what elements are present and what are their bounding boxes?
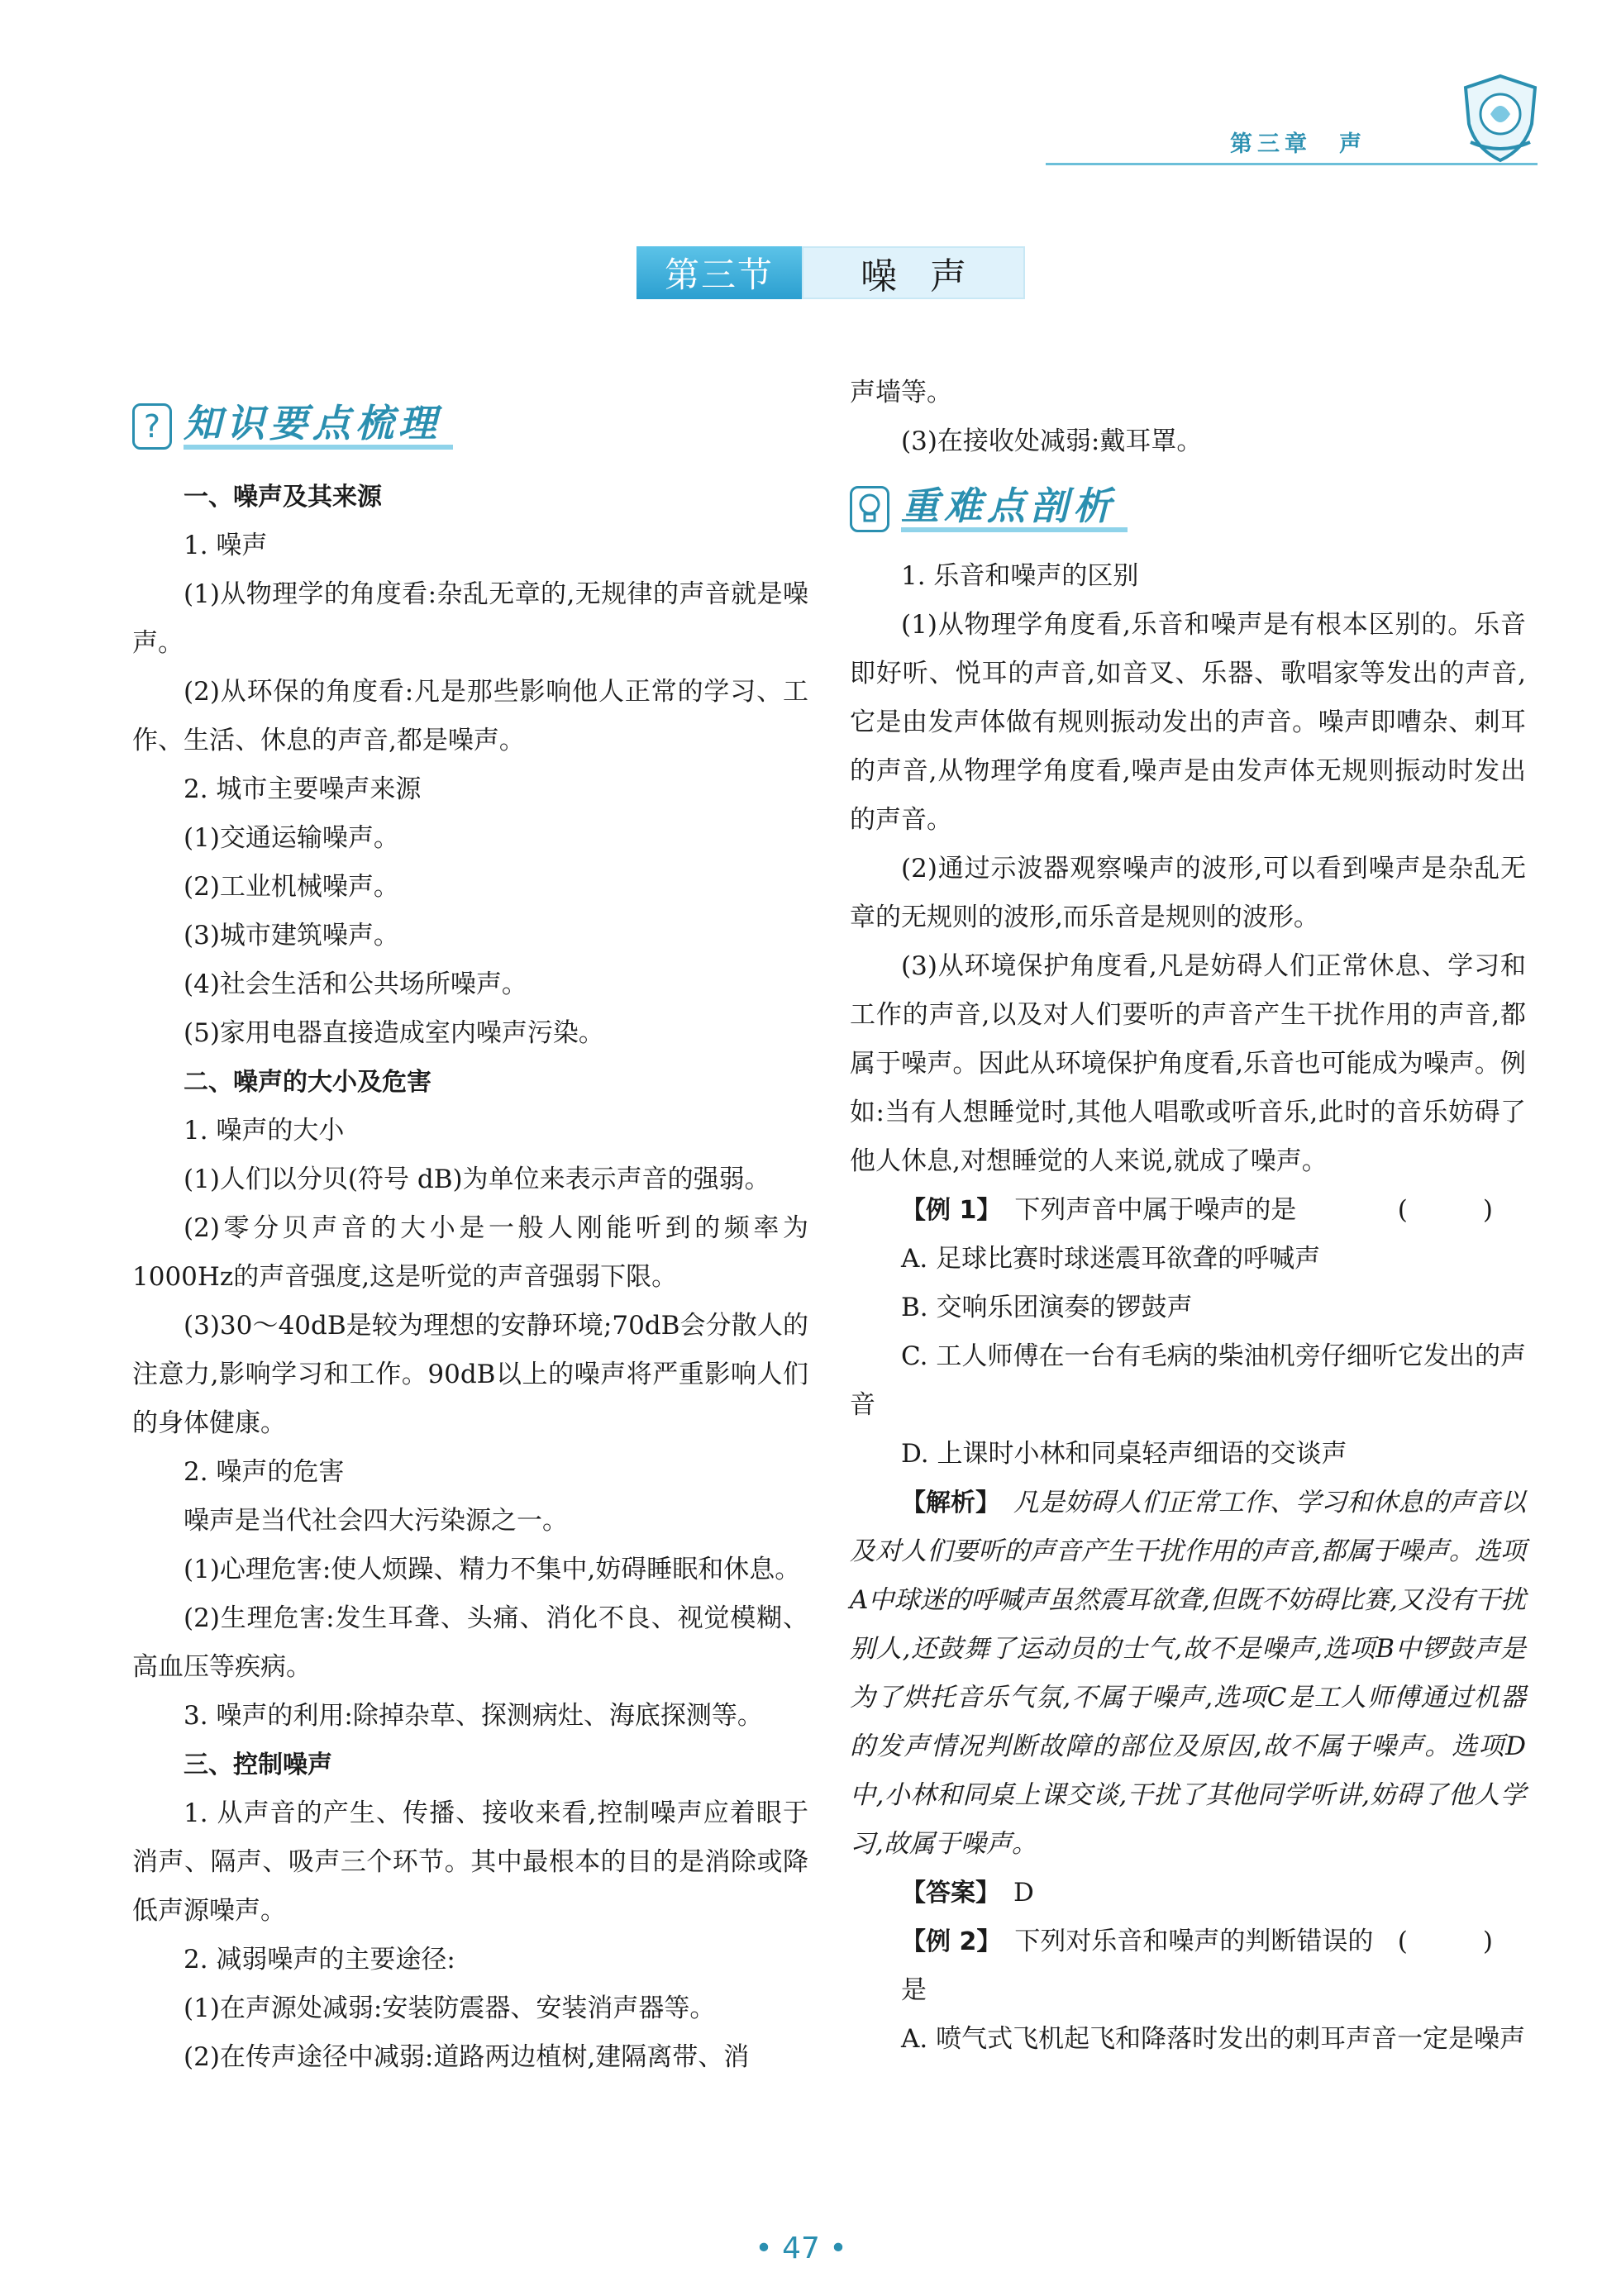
example-1-label: 【例 1】 bbox=[901, 1196, 989, 1225]
chapter-header: 第三章 声 bbox=[1230, 131, 1366, 157]
analysis-content bbox=[850, 552, 1526, 1186]
paragraph: (2)生理危害:发生耳聋、头痛、消化不良、视觉模糊、高血压等疾病。 bbox=[132, 1603, 808, 1682]
paragraph: 1. 噪声 bbox=[184, 531, 268, 560]
section-number: 第三节 bbox=[637, 246, 802, 299]
paragraph: 3. 噪声的利用:除掉杂草、探测病灶、海底探测等。 bbox=[184, 1701, 763, 1731]
paragraph: (2)工业机械噪声。 bbox=[184, 872, 399, 902]
paragraph: (3)在接收处减弱:戴耳罩。 bbox=[901, 426, 1203, 456]
analysis-heading-text: 重难点剖析 bbox=[901, 484, 1128, 532]
paragraph: 1. 乐音和噪声的区别 bbox=[901, 561, 1139, 591]
section-title bbox=[637, 246, 1025, 299]
continued-text bbox=[850, 369, 1526, 466]
example-1-answer bbox=[850, 1869, 1526, 1917]
paragraph: (3)30～40dB是较为理想的安静环境;70dB会分散人的注意力,影响学习和工作。90dB以上的噪声将严重影响人们的身体健康。 bbox=[132, 1311, 808, 1438]
paragraph: (2)零分贝声音的大小是一般人刚能听到的频率为1000Hz的声音强度,这是听觉的声音强弱下限。 bbox=[132, 1213, 808, 1292]
analysis-label: 【解析】 bbox=[901, 1489, 988, 1517]
paragraph: 2. 城市主要噪声来源 bbox=[184, 774, 422, 804]
answer-blank: ( ) bbox=[1397, 1927, 1518, 1956]
knowledge-content bbox=[132, 473, 808, 2082]
paragraph: 2. 噪声的危害 bbox=[184, 1457, 345, 1487]
answer-blank: ( ) bbox=[1397, 1195, 1518, 1225]
paragraph: (1)交通运输噪声。 bbox=[184, 823, 399, 853]
paragraph: (4)社会生活和公共场所噪声。 bbox=[184, 969, 527, 999]
paragraph: 2. 减弱噪声的主要途径: bbox=[184, 1945, 455, 1974]
paragraph: (1)在声源处减弱:安装防震器、安装消声器等。 bbox=[184, 1994, 716, 2023]
paragraph: (1)人们以分贝(符号 dB)为单位来表示声音的强弱。 bbox=[184, 1165, 770, 1194]
knowledge-heading bbox=[132, 395, 808, 450]
section-name: 噪声 bbox=[802, 246, 1025, 299]
answer-label: 【答案】 bbox=[901, 1879, 988, 1908]
paragraph: B. 交响乐团演奏的锣鼓声 bbox=[901, 1293, 1193, 1322]
paragraph: (2)通过示波器观察噪声的波形,可以看到噪声是杂乱无章的无规则的波形,而乐音是规则的波形。 bbox=[850, 854, 1526, 932]
paragraph: 声墙等。 bbox=[850, 378, 952, 407]
example-2-options bbox=[850, 2015, 1526, 2064]
analysis-text: 凡是妨碍人们正常工作、学习和休息的声音以及对人们要听的声音产生干扰作用的声音,都属于噪声。选项A中球迷的呼喊声虽然震耳欲聋,但既不妨碍比赛,又没有干扰别人,还鼓舞了运动员的士气,故不是噪声,选项B中锣鼓声是为了烘托音乐气氛,不属于噪声,选项C是工人师傅通过机器的发声情况判断故障的部位及原因,故不属于噪声。选项D中,小林和同桌上课交谈,干扰了其他同学听讲,妨碍了他人学习,故属于噪声。 bbox=[850, 1488, 1526, 1859]
left-column bbox=[132, 395, 808, 2082]
paragraph: 一、噪声及其来源 bbox=[184, 483, 382, 512]
paragraph: (2)从环保的角度看:凡是那些影响他人正常的学习、工作、生活、休息的声音,都是噪声。 bbox=[132, 677, 808, 755]
paragraph: (3)从环境保护角度看,凡是妨碍人们正常休息、学习和工作的声音,以及对人们要听的声音产生干扰作用的声音,都属于噪声。因此从环境保护角度看,乐音也可能成为噪声。例如:当有人想睡觉时,其他人唱歌或听音乐,此时的音乐妨碍了他人休息,对想睡觉的人来说,就成了噪声。 bbox=[850, 951, 1526, 1176]
paragraph: (5)家用电器直接造成室内噪声污染。 bbox=[184, 1018, 604, 1048]
paragraph: A. 喷气式飞机起飞和降落时发出的刺耳声音一定是噪声 bbox=[901, 2024, 1526, 2054]
paragraph: (3)城市建筑噪声。 bbox=[184, 921, 399, 950]
example-2-question bbox=[850, 1917, 1526, 2015]
paragraph: D. 上课时小林和同桌轻声细语的交谈声 bbox=[901, 1439, 1347, 1469]
question-mark-icon: ? bbox=[132, 403, 172, 450]
paragraph: A. 足球比赛时球迷震耳欲聋的呼喊声 bbox=[901, 1244, 1321, 1274]
knowledge-heading-text: 知识要点梳理 bbox=[184, 402, 453, 450]
example-2-label: 【例 2】 bbox=[901, 1927, 989, 1956]
example-1-question bbox=[850, 1186, 1526, 1235]
page-number: • 47 • bbox=[755, 2232, 847, 2265]
paragraph: 1. 从声音的产生、传播、接收来看,控制噪声应着眼于消声、隔声、吸声三个环节。其中最根本的目的是消除或降低声源噪声。 bbox=[132, 1798, 808, 1926]
example-1-options bbox=[850, 1235, 1526, 1479]
example-1-analysis bbox=[850, 1479, 1526, 1869]
paragraph: (1)心理危害:使人烦躁、精力不集中,妨碍睡眠和休息。 bbox=[184, 1555, 801, 1584]
shield-logo-icon bbox=[1459, 73, 1542, 164]
analysis-heading bbox=[850, 478, 1526, 532]
paragraph: (1)从物理学的角度看:杂乱无章的,无规律的声音就是噪声。 bbox=[132, 579, 808, 658]
paragraph: (2)在传声途径中减弱:道路两边植树,建隔离带、消 bbox=[184, 2042, 750, 2072]
example-2-text: 下列对乐音和噪声的判断错误的是 bbox=[901, 1927, 1374, 2005]
paragraph: 三、控制噪声 bbox=[184, 1751, 332, 1779]
answer-text: D bbox=[1013, 1878, 1034, 1908]
paragraph: C. 工人师傅在一台有毛病的柴油机旁仔细听它发出的声音 bbox=[850, 1341, 1526, 1420]
example-1-text: 下列声音中属于噪声的是 bbox=[1014, 1195, 1297, 1225]
paragraph: 噪声是当代社会四大污染源之一。 bbox=[184, 1506, 568, 1536]
right-column bbox=[850, 369, 1526, 2064]
paragraph: 1. 噪声的大小 bbox=[184, 1116, 345, 1146]
lightbulb-icon bbox=[850, 486, 889, 532]
paragraph: (1)从物理学角度看,乐音和噪声是有根本区别的。乐音即好听、悦耳的声音,如音叉、乐器、歌唱家等发出的声音,它是由发声体做有规则振动发出的声音。噪声即嘈杂、刺耳的声音,从物理学角度看,噪声是由发声体无规则振动时发出的声音。 bbox=[850, 610, 1526, 835]
paragraph: 二、噪声的大小及危害 bbox=[184, 1068, 431, 1097]
